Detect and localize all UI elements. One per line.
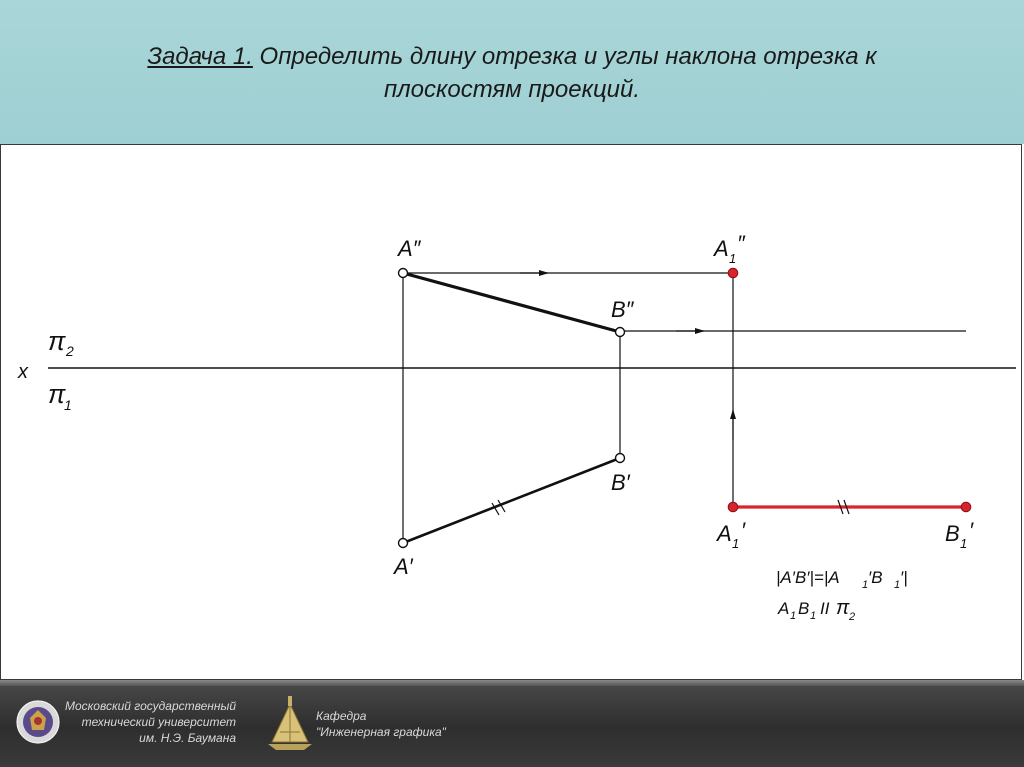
department-logo-icon: [264, 692, 316, 752]
svg-text:2: 2: [849, 611, 856, 623]
svg-text:1: 1: [729, 251, 737, 266]
svg-text:A: A: [778, 599, 790, 618]
equal-mark-top: [492, 500, 505, 515]
university-line2: технический университет: [81, 715, 236, 729]
label-b-front: B″: [611, 297, 634, 322]
point-b-front: [616, 328, 625, 337]
label-b-top: B′: [611, 470, 630, 495]
pi1-subscript: 1: [64, 397, 72, 413]
note-equal-lengths: [776, 568, 908, 591]
svg-text:1: 1: [810, 610, 817, 622]
label-a-front: A″: [398, 236, 421, 261]
svg-text:|A′B′|=|A: |A′B′|=|A: [776, 568, 840, 587]
point-b1-top: [961, 502, 971, 512]
point-a-front: [399, 269, 408, 278]
footer-divider: [0, 680, 1024, 686]
point-a1-front: [728, 268, 738, 278]
pi1-label: π: [48, 379, 66, 409]
label-a1-top: [715, 518, 746, 551]
department-line2: "Инженерная графика": [316, 725, 446, 739]
university-seal-icon: [16, 700, 60, 744]
svg-text:1: 1: [732, 536, 740, 551]
svg-text:1: 1: [862, 579, 869, 591]
segment-front: [403, 273, 620, 332]
svg-text:1: 1: [960, 536, 968, 551]
label-a-top: A′: [394, 554, 413, 579]
svg-text:1: 1: [894, 579, 901, 591]
pi2-subscript: 2: [66, 343, 74, 359]
point-b-top: [616, 454, 625, 463]
svg-text:′: ′: [741, 518, 746, 543]
note-parallel: [777, 597, 855, 623]
svg-text:A: A: [714, 236, 729, 261]
slide-footer: [0, 680, 1024, 767]
department-line1: Кафедра: [316, 709, 367, 723]
svg-text:B: B: [798, 599, 810, 618]
university-line3: им. Н.Э. Баумана: [139, 731, 236, 745]
pi2-label: π: [48, 326, 66, 356]
university-line1: Московский государственный: [64, 699, 236, 713]
svg-text:′|: ′|: [900, 568, 908, 587]
point-a-top: [399, 539, 408, 548]
task-label: Задача 1.: [147, 43, 253, 70]
svg-text:′B: ′B: [868, 568, 883, 587]
segment-top: [403, 458, 620, 543]
task-text-line1: Определить длину отрезка и углы наклона отрезка к: [252, 43, 877, 70]
svg-text:′: ′: [969, 518, 974, 543]
svg-text:II: II: [820, 599, 830, 618]
axis-x-label: x: [18, 361, 28, 383]
point-a1-top: [728, 502, 738, 512]
svg-text:″: ″: [737, 231, 745, 256]
task-text-line2: плоскостям проекций.: [383, 76, 641, 103]
label-b1-top: [945, 518, 974, 551]
university-name: [60, 698, 236, 746]
department-name: [316, 708, 446, 740]
label-a1-front: [712, 231, 746, 266]
svg-text:π: π: [836, 597, 850, 619]
svg-text:1: 1: [790, 610, 797, 622]
svg-text:A: A: [717, 521, 732, 546]
svg-text:B: B: [945, 521, 960, 546]
